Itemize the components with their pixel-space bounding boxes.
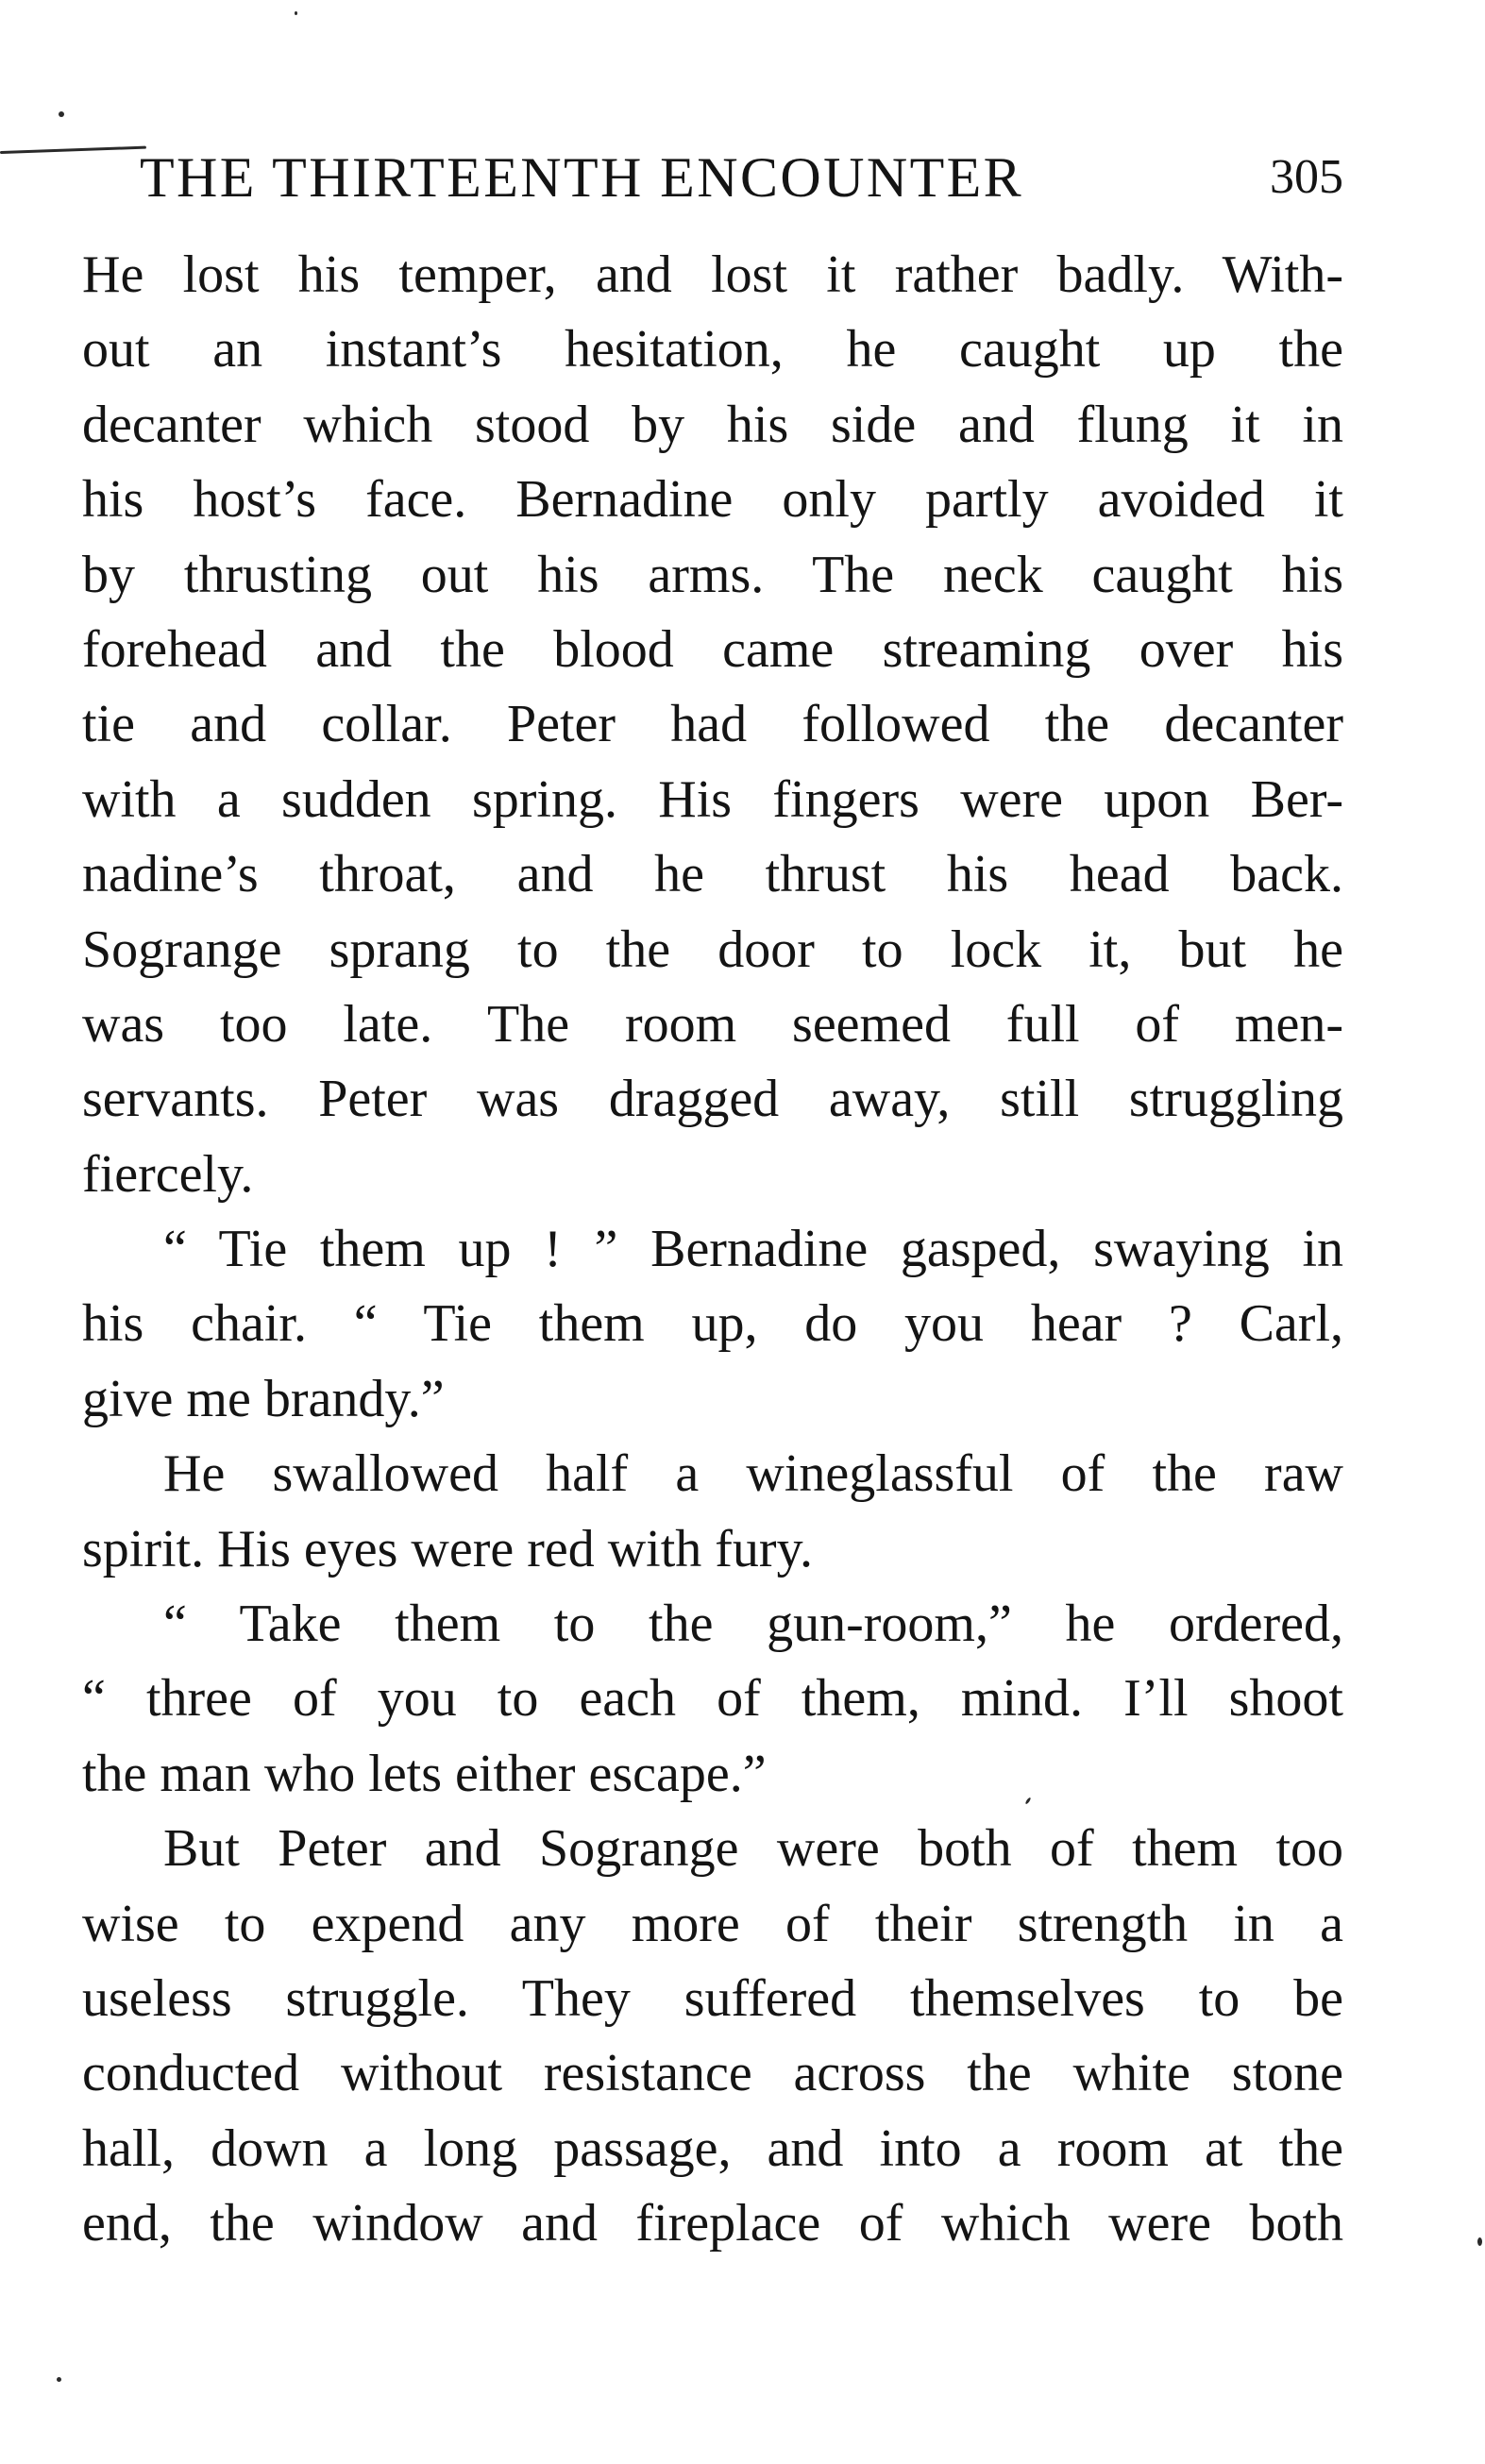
- text-line: conducted without resistance across the white stone: [82, 2044, 1343, 2103]
- text-line: tie and collar. Peter had followed the decanter: [82, 695, 1343, 754]
- text-line: with a sudden spring. His fingers were upon Ber-: [82, 769, 1343, 829]
- ink-speck: [59, 111, 64, 117]
- text-line: give me brandy.”: [82, 1369, 445, 1428]
- running-title: THE THIRTEENTH ENCOUNTER: [140, 146, 1024, 209]
- text-line: “ Take them to the gun-room,” he ordered,: [163, 1595, 1343, 1654]
- text-line: fiercely.: [82, 1144, 254, 1204]
- ink-speck: [1477, 2237, 1482, 2246]
- text-line: servants. Peter was dragged away, still struggling: [82, 1070, 1343, 1129]
- text-line: useless struggle. They suffered themselves to be: [82, 1968, 1343, 2028]
- text-line: forehead and the blood came streaming over his: [82, 619, 1343, 679]
- ink-stroke-mark: [0, 146, 146, 154]
- text-line: his host’s face. Bernadine only partly avoided it: [82, 470, 1343, 530]
- text-line: the man who lets either escape.”: [82, 1744, 767, 1803]
- body-text: [82, 238, 1343, 2262]
- text-line: wise to expend any more of their strength in a: [82, 1894, 1343, 1953]
- text-line: decanter which stood by his side and flung it in: [82, 395, 1343, 454]
- text-line: He lost his temper, and lost it rather badly. With-: [82, 245, 1343, 304]
- ink-speck: [57, 2377, 61, 2382]
- text-line: out an instant’s hesitation, he caught up the: [82, 320, 1343, 380]
- text-line: spirit. His eyes were red with fury.: [82, 1519, 813, 1578]
- text-line: his chair. “ Tie them up, do you hear ? Carl,: [82, 1294, 1343, 1354]
- text-line: end, the window and fireplace of which were both: [82, 2194, 1343, 2253]
- ink-speck: [295, 11, 297, 15]
- text-line: “ Tie them up ! ” Bernadine gasped, swaying in: [163, 1220, 1343, 1279]
- page-number: 305: [1270, 150, 1343, 204]
- text-line: “ three of you to each of them, mind. I’ll shoot: [82, 1669, 1343, 1729]
- text-line: was too late. The room seemed full of men-: [82, 994, 1343, 1054]
- text-line: Sogrange sprang to the door to lock it, but he: [82, 920, 1343, 979]
- text-line: He swallowed half a wineglassful of the raw: [163, 1444, 1343, 1504]
- text-line: But Peter and Sogrange were both of them too: [163, 1819, 1343, 1879]
- text-line: nadine’s throat, and he thrust his head back.: [82, 845, 1343, 904]
- text-line: hall, down a long passage, and into a room at the: [82, 2118, 1343, 2178]
- page-header: [140, 140, 1343, 215]
- text-line: by thrusting out his arms. The neck caught his: [82, 545, 1343, 604]
